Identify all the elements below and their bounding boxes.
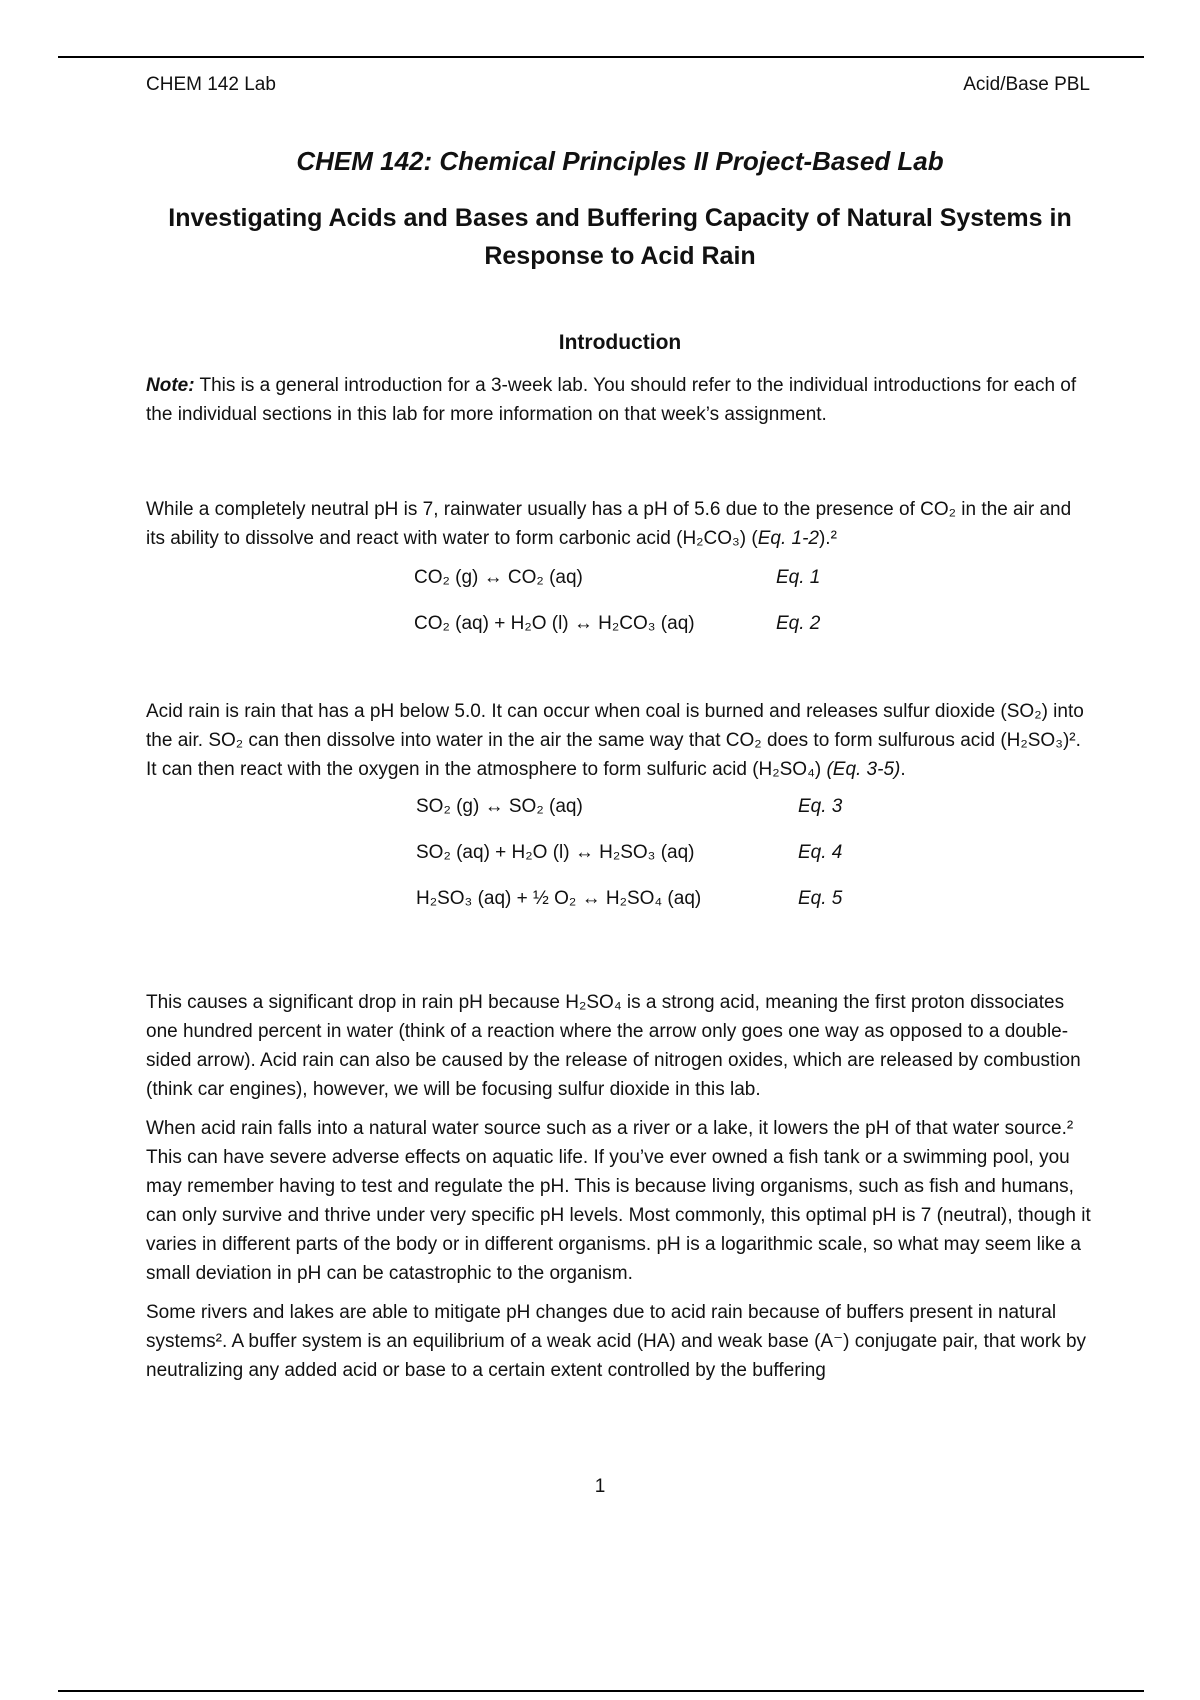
equation-expression: H₂SO₃ (aq) + ½ O₂ ↔ H₂SO₄ (aq)	[416, 888, 702, 909]
header-rule	[58, 56, 1144, 58]
equation-row	[146, 836, 1094, 882]
equation-row	[146, 561, 1094, 607]
equation-expression: CO₂ (g) ↔ CO₂ (aq)	[414, 567, 583, 588]
equation-label: Eq. 4	[798, 842, 843, 863]
page-number: 1	[594, 1476, 606, 1497]
equation-reference: (Eq. 3-5)	[826, 759, 901, 780]
header-course: CHEM 142 Lab	[146, 74, 276, 95]
page-body	[146, 146, 1094, 1385]
equation-list-carbonic	[146, 561, 1094, 653]
course-title: CHEM 142: Chemical Principles II Project-Based Lab	[296, 146, 944, 176]
header-topic: Acid/Base PBL	[963, 74, 1090, 95]
section-heading: Introduction	[558, 331, 682, 354]
document-title: Investigating Acids and Bases and Buffering Capacity of Natural Systems in Response to Acid Rain	[168, 204, 1072, 270]
paragraph-ph-drop: This causes a significant drop in rain pH because H₂SO₄ is a strong acid, meaning the first proton dissociates one hundred percent in water (think of a reaction where the arrow only goes one way as opposed to a double-sided arrow). Acid rain can also be caused by the release of nitrogen oxides, which are released by combustion (think car engines), however, we will be focusing sulfur dioxide in this lab.	[146, 992, 1081, 1100]
equation-label: Eq. 2	[776, 613, 821, 634]
equation-expression: CO₂ (aq) + H₂O (l) ↔ H₂CO₃ (aq)	[414, 613, 695, 634]
equation-label: Eq. 3	[798, 796, 843, 817]
equation-row	[146, 882, 1094, 928]
equation-row	[146, 790, 1094, 836]
note-text: This is a general introduction for a 3-week lab. You should refer to the individual introductions for each of the individual sections in this lab for more information on that week’s assignment.	[146, 375, 1077, 425]
paragraph-water-source: When acid rain falls into a natural water source such as a river or a lake, it lowers the pH of that water source.² This can have severe adverse effects on aquatic life. If you’ve ever owned a fish tank or a swimming pool, you may remember having to test and regulate the pH. This is because living organisms, such as fish and humans, can only survive and thrive under very specific pH levels. Most commonly, this optimal pH is 7 (neutral), though it varies in different parts of the body or in different organisms. pH is a logarithmic scale, so what may seem like a small deviation in pH can be catastrophic to the organism.	[146, 1118, 1091, 1284]
equation-list-sulfuric	[146, 790, 1094, 928]
equation-reference: Eq. 1-2	[757, 528, 819, 549]
note-paragraph	[146, 371, 1094, 429]
paragraph-buffers: Some rivers and lakes are able to mitigate pH changes due to acid rain because of buffers present in natural systems². A buffer system is an equilibrium of a weak acid (HA) and weak base (A⁻) conjugate pair, that work by neutralizing any added acid or base to a certain extent controlled by the buffering	[146, 1302, 1087, 1381]
footer-rule	[58, 1690, 1144, 1692]
note-label: Note:	[146, 375, 195, 396]
equation-label: Eq. 1	[776, 567, 821, 588]
equation-expression: SO₂ (aq) + H₂O (l) ↔ H₂SO₃ (aq)	[416, 842, 695, 863]
equation-row	[146, 607, 1094, 653]
paragraph-rainwater: While a completely neutral pH is 7, rainwater usually has a pH of 5.6 due to the presence of CO₂ in the air and its ability to dissolve and react with water to form carbonic acid (H₂CO₃) (Eq. 1-2).²	[146, 499, 1072, 549]
paragraph-acid-rain: Acid rain is rain that has a pH below 5.0. It can occur when coal is burned and releases sulfur dioxide (SO₂) into the air. SO₂ can then dissolve into water in the air the same way that CO₂ does to form sulfurous acid (H₂SO₃)². It can then react with the oxygen in the atmosphere to form sulfuric acid (H₂SO₄) (Eq. 3-5).	[146, 701, 1084, 780]
equation-label: Eq. 5	[798, 888, 843, 909]
equation-expression: SO₂ (g) ↔ SO₂ (aq)	[416, 796, 583, 817]
